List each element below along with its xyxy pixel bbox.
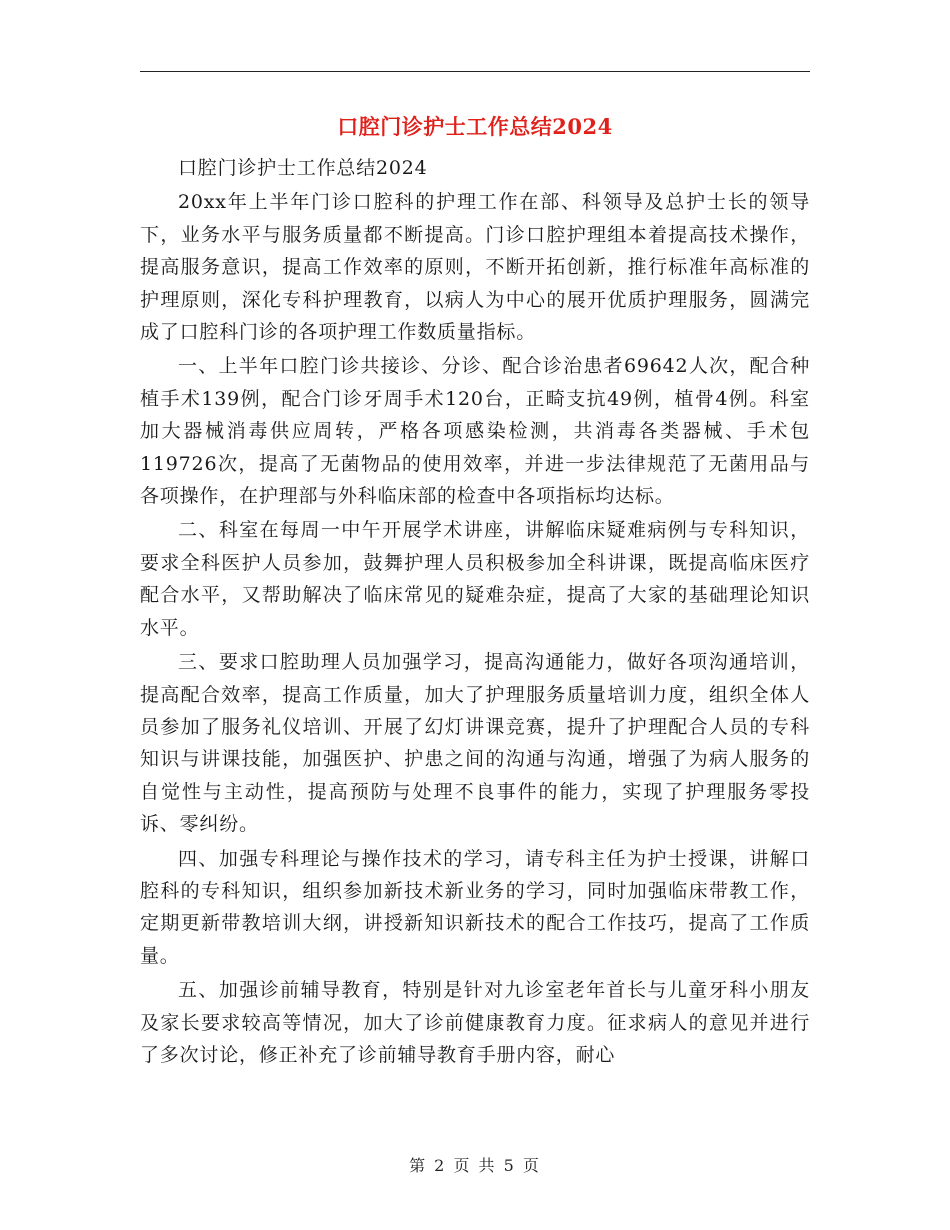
- document-title: 口腔门诊护士工作总结2024: [337, 114, 613, 139]
- paragraph-item-3: 三、要求口腔助理人员加强学习，提高沟通能力，做好各项沟通培训，提高配合效率，提高工作质量，加大了护理服务质量培训力度，组织全体人员参加了服务礼仪培训、开展了幻灯讲课竞赛，提升了护理配合人员的专科知识与讲课技能，加强医护、护患之间的沟通与沟通，增强了为病人服务的自觉性与主动性，提高预防与处理不良事件的能力，实现了护理服务零投诉、零纠纷。: [140, 651, 810, 836]
- document-subtitle: 口腔门诊护士工作总结2024: [178, 157, 428, 179]
- document-body: [140, 152, 810, 1071]
- paragraph-item-4: 四、加强专科理论与操作技术的学习，请专科主任为护士授课，讲解口腔科的专科知识，组织参加新技术新业务的学习，同时加强临床带教工作，定期更新带教培训大纲，讲授新知识新技术的配合工作技巧，提高了工作质量。: [140, 847, 810, 967]
- header-rule: [140, 71, 810, 72]
- page-number-label: 第 2 页 共 5 页: [409, 1156, 541, 1175]
- paragraph-item-2: 二、科室在每周一中午开展学术讲座，讲解临床疑难病例与专科知识，要求全科医护人员参加，鼓舞护理人员积极参加全科讲课，既提高临床医疗配合水平，又帮助解决了临床常见的疑难杂症，提高了大家的基础理论知识水平。: [140, 519, 810, 639]
- paragraph-item-1: 一、上半年口腔门诊共接诊、分诊、配合诊治患者69642人次，配合种植手术139例，配合门诊牙周手术120台，正畸支抗49例，植骨4例。科室加大器械消毒供应周转，严格各项感染检测，共消毒各类器械、手术包119726次，提高了无菌物品的使用效率，并进一步法律规范了无菌用品与各项操作，在护理部与外科临床部的检查中各项指标均达标。: [140, 355, 810, 508]
- paragraph-intro: 20xx年上半年门诊口腔科的护理工作在部、科领导及总护士长的领导下，业务水平与服务质量都不断提高。门诊口腔护理组本着提高技术操作，提高服务意识，提高工作效率的原则，不断开拓创新，推行标准年高标准的护理原则，深化专科护理教育，以病人为中心的展开优质护理服务，圆满完成了口腔科门诊的各项护理工作数质量指标。: [140, 191, 810, 344]
- page-footer: [0, 1153, 950, 1176]
- paragraph-item-5: 五、加强诊前辅导教育，特别是针对九诊室老年首长与儿童牙科小朋友及家长要求较高等情况，加大了诊前健康教育力度。征求病人的意见并进行了多次讨论，修正补充了诊前辅导教育手册内容，耐心: [140, 979, 810, 1066]
